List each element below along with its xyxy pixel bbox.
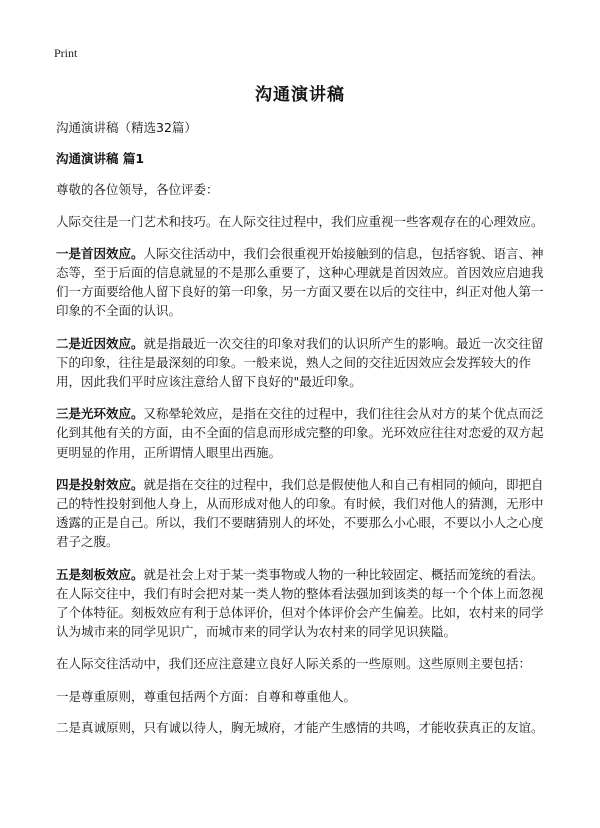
principles-intro: 在人际交往活动中，我们还应注意建立良好人际关系的一些原则。这些原则主要包括： xyxy=(56,656,532,672)
effect-paragraph-stereotype xyxy=(56,565,550,642)
effect-paragraph-primacy xyxy=(56,244,550,321)
effect-lead: 二是近因效应。 xyxy=(56,335,144,351)
effect-lead: 三是光环效应。 xyxy=(56,406,144,422)
effect-lead: 四是投射效应。 xyxy=(56,476,144,492)
effect-text: 就是指最近一次交往的印象对我们的认识所产生的影响。最近一次交往留下的印象，往往是最深刻的印象。一般来说，熟人之间的交往近因效应会发挥较大的作用，因此我们平时应该注意给人留下良好的"最近印象。 xyxy=(56,335,544,390)
effect-lead: 一是首因效应。 xyxy=(56,245,144,261)
effect-text: 就是社会上对于某一类事物或人物的一种比较固定、概括而笼统的看法。在人际交往中，我们有时会把对某一类人物的整体看法强加到该类的每一个个体上而忽视了个体特征。刻板效应有利于总体评价，但对个体评价会产生偏差。比如，农村来的同学认为城市来的同学见识广，而城市来的同学认为农村来的同学见识狭隘。 xyxy=(56,566,544,640)
principle-sincerity: 二是真诚原则，只有诚以待人，胸无城府，才能产生感情的共鸣，才能收获真正的友谊。 xyxy=(56,719,544,735)
effect-text: 就是指在交往的过程中，我们总是假使他人和自己有相同的倾向，即把自己的特性投射到他人身上，从而形成对他人的印象。有时候，我们对他人的猜测，无形中透露的正是自己。所以，我们不要瞎猜别人的坏处，不要那么小心眼，不要以小人之心度君子之腹。 xyxy=(56,476,544,550)
page-title: 沟通演讲稿 xyxy=(255,85,345,105)
principle-respect: 一是尊重原则，尊重包括两个方面：自尊和尊重他人。 xyxy=(56,688,357,704)
document-subtitle: 沟通演讲稿（精选32篇） xyxy=(56,120,197,135)
effect-paragraph-projection xyxy=(56,475,550,552)
effect-paragraph-halo xyxy=(56,404,550,462)
section-heading: 沟通演讲稿 篇1 xyxy=(56,151,145,167)
effect-paragraph-recency xyxy=(56,334,550,392)
effect-lead: 五是刻板效应。 xyxy=(56,566,144,582)
effect-text: 又称晕轮效应，是指在交往的过程中，我们往往会从对方的某个优点而泛化到其他有关的方面，由不全面的信息而形成完整的印象。光环效应往往对恋爱的双方起更明显的作用，正所谓情人眼里出西施。 xyxy=(56,406,544,460)
print-link[interactable]: Print xyxy=(54,46,78,60)
greeting: 尊敬的各位领导，各位评委： xyxy=(56,182,219,198)
effect-text: 人际交往活动中，我们会很重视开始接触到的信息，包括容貌、语言、神态等，至于后面的信息就显的不是那么重要了，这种心理就是首因效应。首因效应启迪我们一方面要给他人留下良好的第一印象，另一方面又要在以后的交往中，纠正对他人第一印象的不全面的认识。 xyxy=(56,245,544,319)
intro-paragraph: 人际交往是一门艺术和技巧。在人际交往过程中，我们应重视一些客观存在的心理效应。 xyxy=(56,213,544,229)
document-body xyxy=(56,118,550,750)
